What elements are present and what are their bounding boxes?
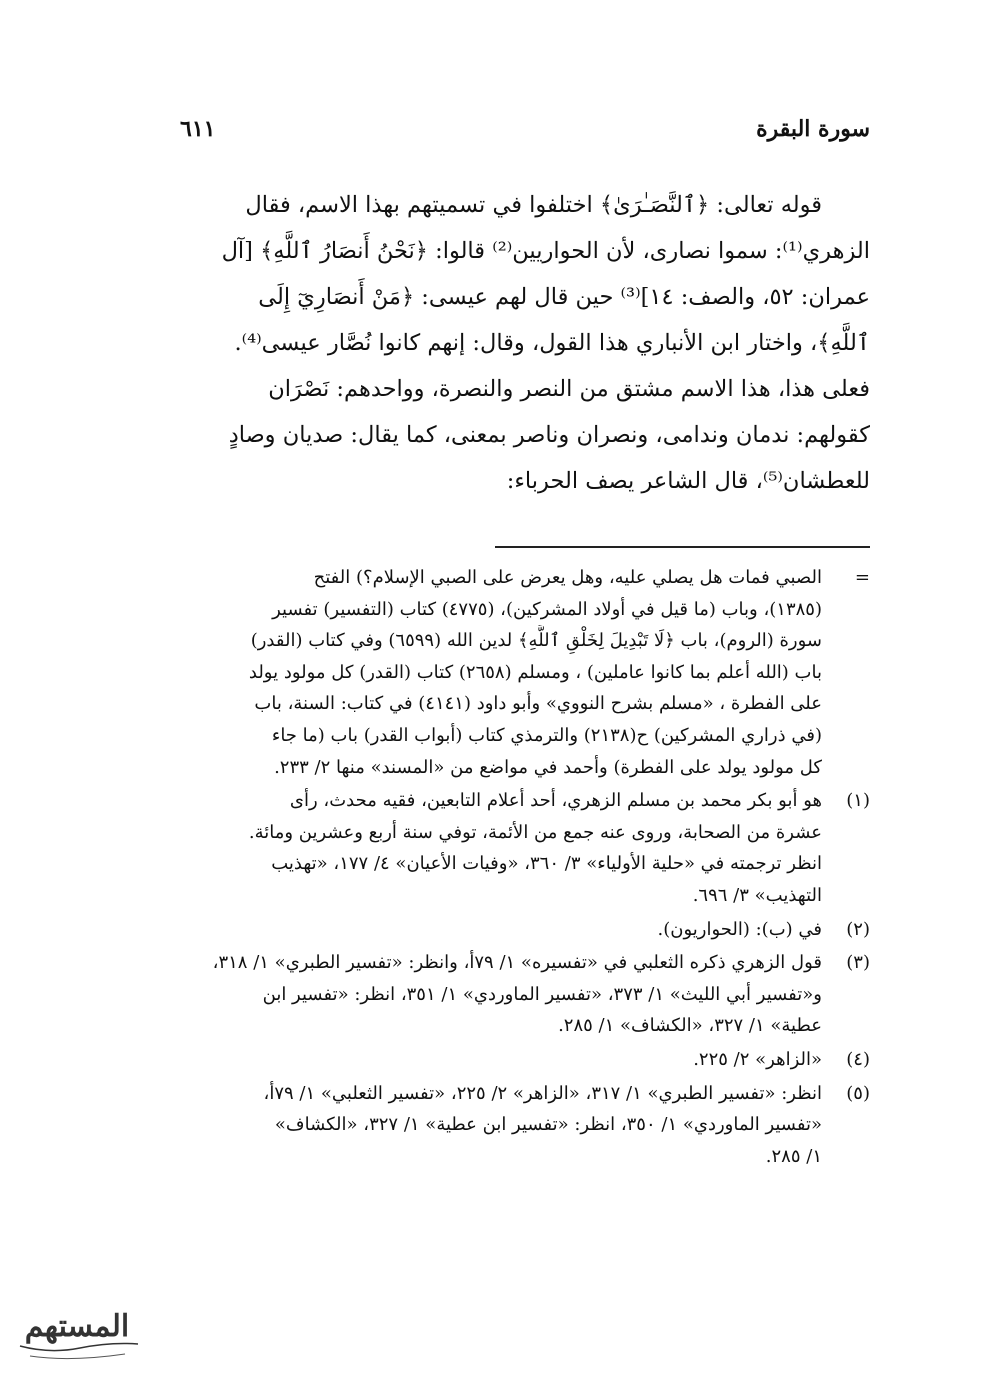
footnote-line: عشرة من الصحابة، وروى عنه جمع من الأئمة، توفي سنة أربع وعشرين ومائة. (248, 821, 822, 843)
footnote-line: انظر: «تفسير الطبري» ١/ ٣١٧، «الزاهر» ٢/ ٢٢٥، «تفسير الثعلبي» ١/ ٧٩أ، (263, 1082, 822, 1104)
watermark-calligraphy: المستهم (24, 1309, 130, 1344)
footnote-marker: (٤) (846, 1048, 870, 1070)
watermark-underline (30, 1354, 125, 1359)
footnote-line: (١٣٨٥)، وباب (ما قيل في أولاد المشركين)، (٤٧٧٥) كتاب (التفسير) تفسير (272, 598, 822, 620)
footnote-line: و«تفسير أبي الليث» ١/ ٣٧٣، «تفسير الماوردي» ١/ ٣٥١، انظر: «تفسير ابن (262, 983, 822, 1005)
footnote-line: في (ب): (الحواريون). (657, 918, 822, 940)
footnote-marker: (٣) (846, 952, 870, 974)
main-line: قوله تعالى: ﴿ٱلنَّصَـٰرَىٰ﴾ اختلفوا في تسميتهم بهذا الاسم، فقال (245, 192, 822, 218)
footnote-line: «تفسير الماوردي» ١/ ٣٥٠، انظر: «تفسير ابن عطية» ١/ ٣٢٧، «الكشاف» (274, 1114, 822, 1136)
main-line: كقولهم: ندمان وندامى، ونصران وناصر بمعنى، كما يقال: صديان وصادٍ (228, 422, 870, 448)
watermark-logo (10, 1296, 145, 1366)
footnote-3 (128, 947, 870, 1042)
page-number: ٦١١ (180, 116, 216, 142)
footnote-line: الصبي فمات هل يصلي عليه، وهل يعرض على الصبي الإسلام؟) الفتح (313, 567, 822, 588)
page-header (180, 116, 870, 150)
footnote-1 (128, 785, 870, 911)
main-line: الزهري⁽¹⁾: سموا نصارى، لأن الحواريين⁽²⁾ قالوا: ﴿نَحْنُ أَنصَارُ ٱللَّهِ﴾ [آل (221, 238, 870, 264)
footnote-line: عطية» ١/ ٣٢٧، «الكشاف» ١/ ٢٨٥. (558, 1015, 822, 1037)
watermark-flourish (20, 1344, 138, 1351)
footnote-continuation (128, 562, 870, 783)
main-text (128, 182, 870, 504)
footnote-marker: (٢) (846, 918, 870, 940)
footnotes (128, 562, 870, 1174)
footnote-line: هو أبو بكر محمد بن مسلم الزهري، أحد أعلام التابعين، فقيه محدث، رأى (289, 790, 822, 812)
main-line: عمران: ٥٢، والصف: ١٤]⁽³⁾ حين قال لهم عيسى: ﴿مَنْ أَنصَارِيٓ إِلَى (258, 284, 870, 310)
footnote-line: التهذيب» ٣/ ٦٩٦. (692, 884, 822, 906)
footnote-line: انظر ترجمته في «حلية الأولياء» ٣/ ٣٦٠، «وفيات الأعيان» ٤/ ١٧٧، «تهذيب (271, 853, 822, 875)
footnote-line: سورة (الروم)، باب ﴿لَا تَبْدِيلَ لِخَلْقِ ٱللَّهِ﴾ لدين الله (٦٥٩٩) وفي كتاب (القدر) (250, 630, 822, 652)
footnote-marker: (٥) (846, 1082, 870, 1104)
footnote-line: على الفطرة ، «مسلم بشرح النووي» وأبو داود (٤١٤١) في كتاب: السنة، باب (254, 693, 822, 715)
surah-title: سورة البقرة (756, 116, 870, 142)
footnote-marker: = (854, 567, 870, 588)
footnote-separator (495, 546, 870, 548)
footnote-line: ١/ ٢٨٥. (765, 1145, 822, 1167)
footnote-line: كل مولود يولد على الفطرة) وأحمد في مواضع من «المسند» منها ٢/ ٢٣٣. (274, 756, 822, 778)
footnote-line: (في ذراري المشركين) ح(٢١٣٨) والترمذي كتاب (أبواب القدر) باب (ما جاء (271, 724, 822, 746)
footnote-line: قول الزهري ذكره الثعلبي في «تفسيره» ١/ ٧٩أ، وانظر: «تفسير الطبري» ١/ ٣١٨، (212, 952, 822, 974)
footnote-marker: (١) (846, 790, 870, 812)
main-line: ٱللَّهِ﴾، واختار ابن الأنباري هذا القول، وقال: إنهم كانوا نُصَّار عيسى⁽⁴⁾. (234, 330, 870, 356)
footnote-line: باب (الله أعلم بما كانوا عاملين) ، ومسلم (٢٦٥٨) كتاب (القدر) كل مولود يولد (248, 661, 822, 683)
footnote-line: «الزاهر» ٢/ ٢٢٥. (693, 1048, 822, 1070)
footnote-5 (128, 1078, 870, 1173)
footnote-4 (128, 1044, 870, 1076)
footnote-2 (128, 914, 870, 946)
main-line: للعطشان⁽⁵⁾، قال الشاعر يصف الحرباء: (506, 468, 870, 494)
main-line: فعلى هذا، هذا الاسم مشتق من النصر والنصرة، وواحدهم: نَصْرَان (268, 376, 870, 402)
